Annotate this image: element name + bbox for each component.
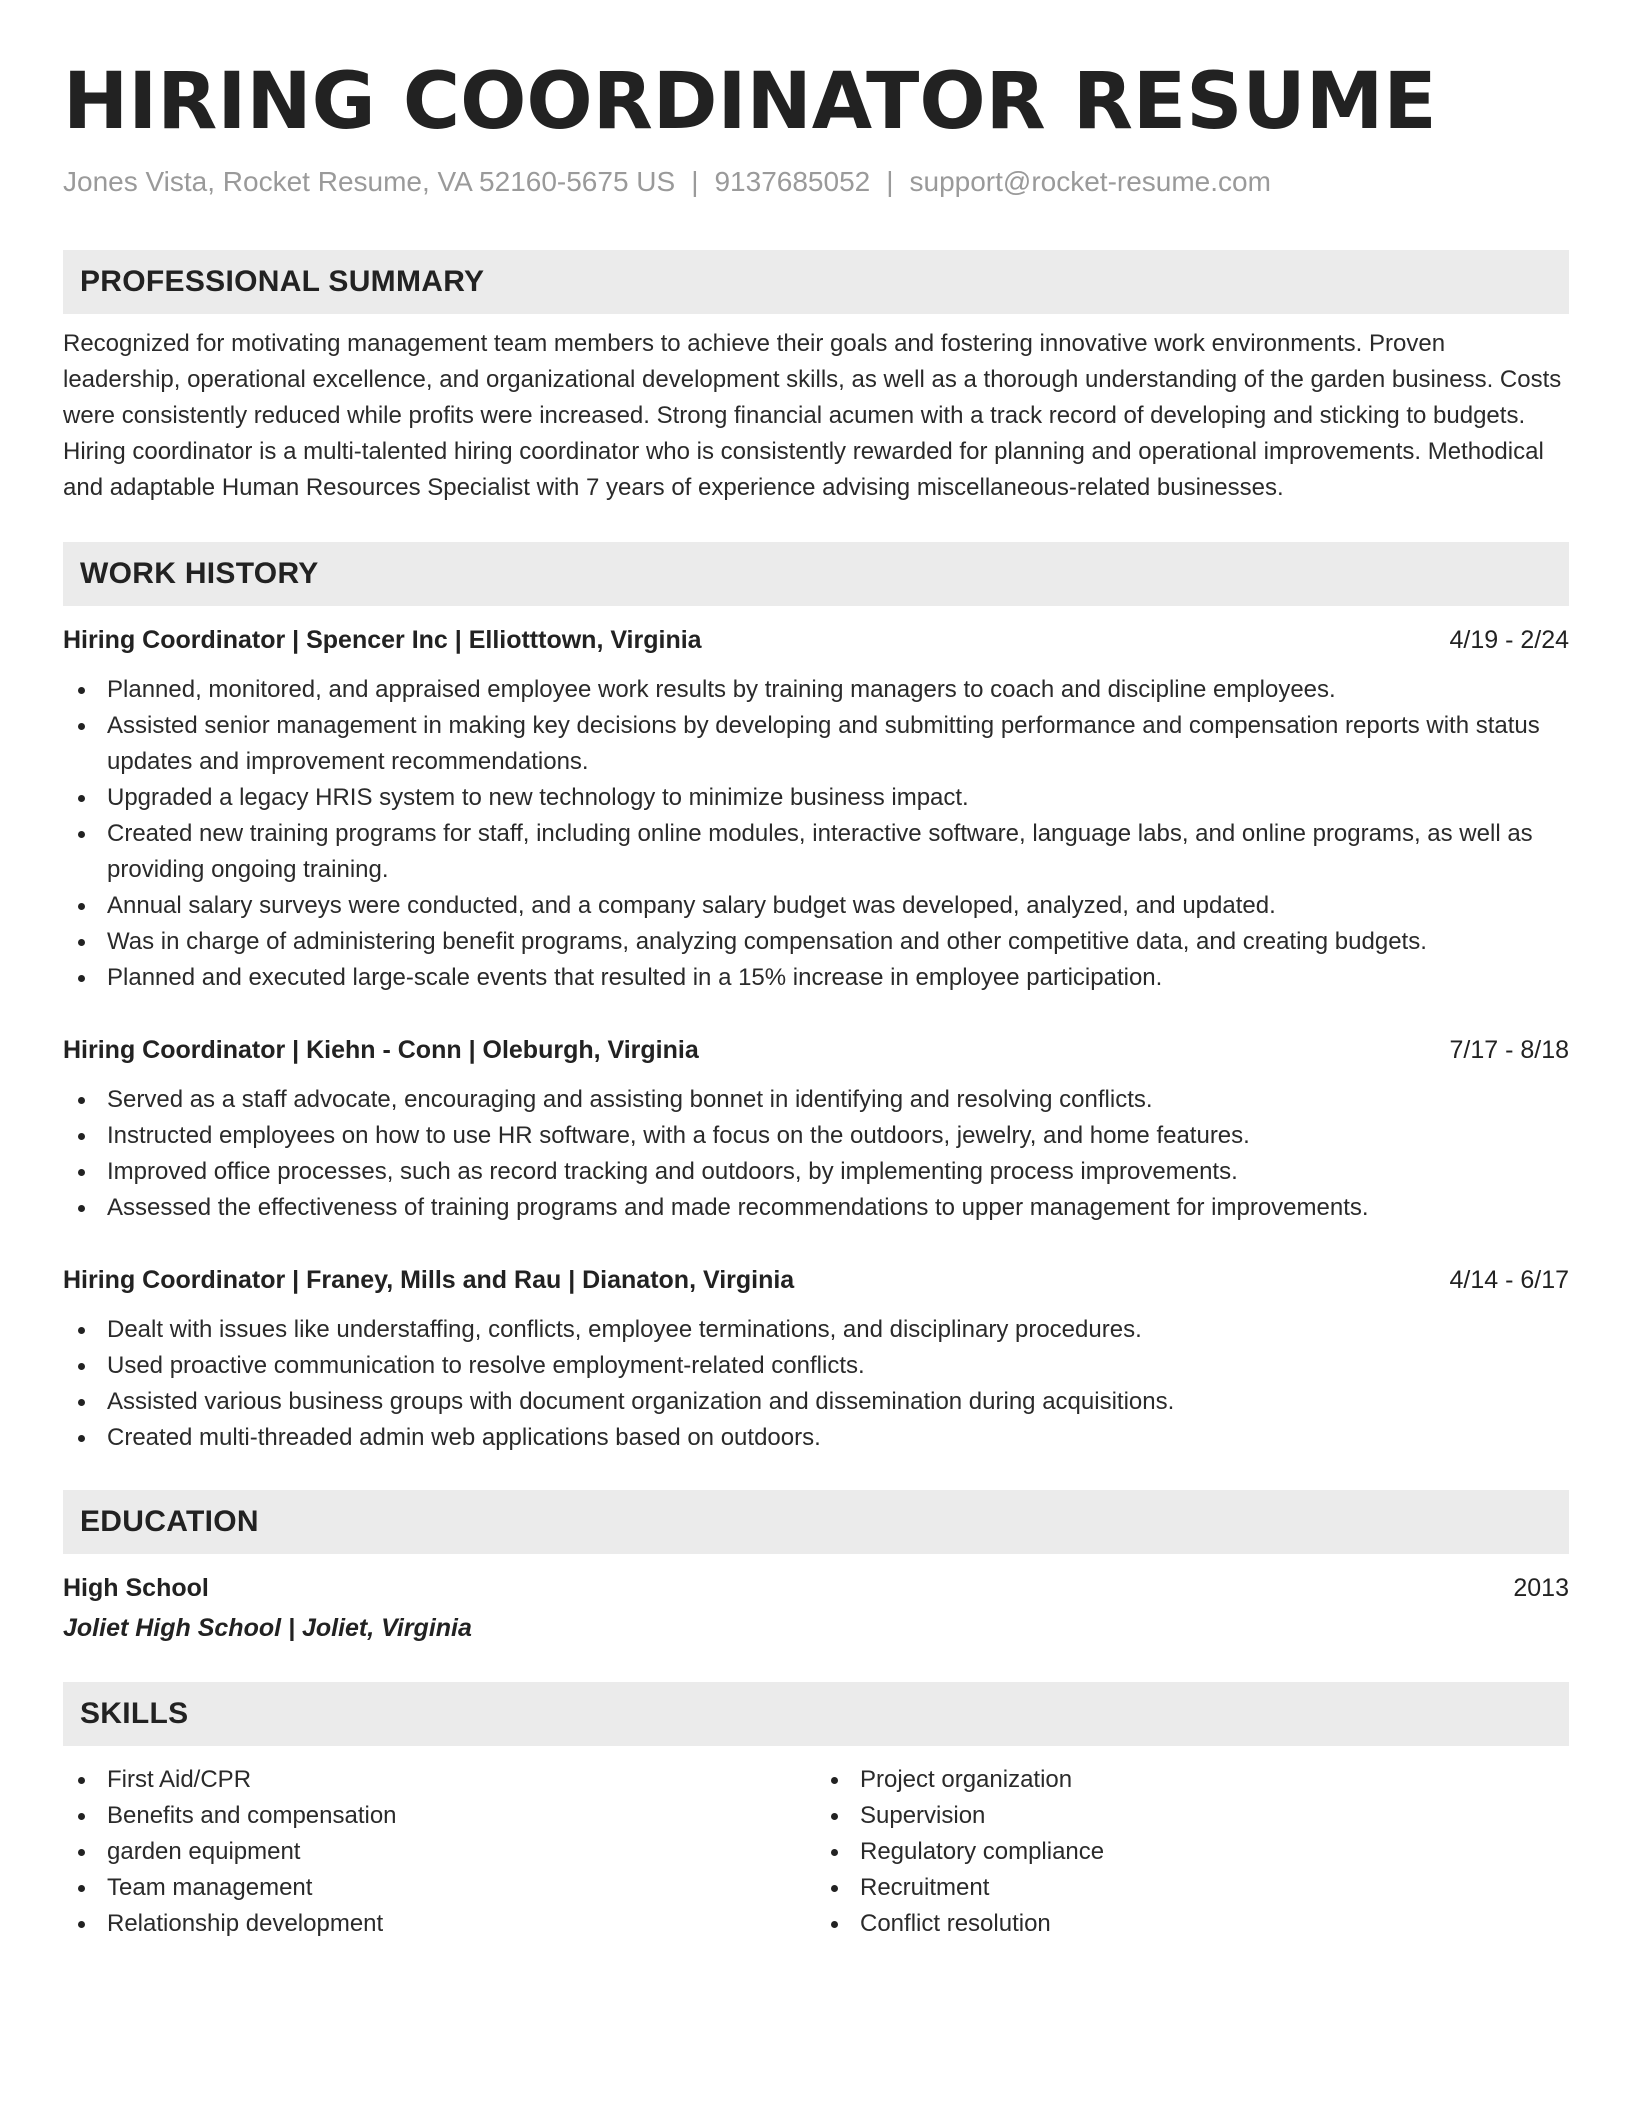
job-bullet: Assisted various business groups with document organization and dissemination during acquisitions. (63, 1384, 1569, 1420)
job-bullet: Was in charge of administering benefit programs, analyzing compensation and other competitive data, and creating budgets. (63, 924, 1569, 960)
education-year: 2013 (1513, 1574, 1569, 1602)
job-dates: 4/19 - 2/24 (1449, 626, 1569, 654)
skills-list (816, 1762, 1569, 1942)
skill-item: Relationship development (63, 1906, 816, 1942)
job-entry (63, 1032, 1569, 1226)
skills-column-right (816, 1762, 1569, 1942)
job-title: Hiring Coordinator | Spencer Inc | Elliotttown, Virginia (63, 626, 702, 654)
job-bullet-list (63, 1312, 1569, 1456)
job-header (63, 1262, 1569, 1298)
skill-item: Project organization (816, 1762, 1569, 1798)
skill-item: Supervision (816, 1798, 1569, 1834)
skill-item: Recruitment (816, 1870, 1569, 1906)
skill-item: Benefits and compensation (63, 1798, 816, 1834)
section-header-summary: PROFESSIONAL SUMMARY (63, 250, 1569, 314)
section-header-skills: SKILLS (63, 1682, 1569, 1746)
job-bullet-list (63, 672, 1569, 996)
education-degree: High School (63, 1574, 209, 1602)
job-bullet-list (63, 1082, 1569, 1226)
job-bullet: Annual salary surveys were conducted, and a company salary budget was developed, analyzed, and updated. (63, 888, 1569, 924)
job-entry (63, 622, 1569, 996)
skill-item: Team management (63, 1870, 816, 1906)
job-entry (63, 1262, 1569, 1456)
skills-list (63, 1762, 816, 1942)
contact-separator: | (886, 166, 894, 197)
summary-text: Recognized for motivating management team members to achieve their goals and fostering innovative work environments. Proven leadership, operational excellence, and organizational development skills, as well as a thorough understanding of the garden business. Costs were consistently reduced while profits were increased. Strong financial acumen with a track record of developing and sticking to budgets. Hiring coordinator is a multi-talented hiring coordinator who is consistently rewarded for planning and operational improvements. Methodical and adaptable Human Resources Specialist with 7 years of experience advising miscellaneous-related businesses. (63, 330, 1562, 501)
section-header-education: EDUCATION (63, 1490, 1569, 1554)
contact-address: Jones Vista, Rocket Resume, VA 52160-5675 US (63, 166, 676, 197)
contact-email: support@rocket-resume.com (909, 166, 1271, 197)
resume-title: HIRING COORDINATOR RESUME (63, 57, 1437, 147)
job-header (63, 622, 1569, 658)
job-header (63, 1032, 1569, 1068)
skills-grid (63, 1762, 1569, 1942)
job-bullet: Created multi-threaded admin web applications based on outdoors. (63, 1420, 1569, 1456)
skill-item: Conflict resolution (816, 1906, 1569, 1942)
contact-phone: 9137685052 (714, 166, 871, 197)
job-bullet: Planned and executed large-scale events that resulted in a 15% increase in employee participation. (63, 960, 1569, 996)
job-bullet: Used proactive communication to resolve employment-related conflicts. (63, 1348, 1569, 1384)
skill-item: garden equipment (63, 1834, 816, 1870)
job-bullet: Assessed the effectiveness of training programs and made recommendations to upper management for improvements. (63, 1190, 1569, 1226)
skill-item: First Aid/CPR (63, 1762, 816, 1798)
job-bullet: Assisted senior management in making key decisions by developing and submitting performance and compensation reports with status updates and improvement recommendations. (63, 708, 1569, 780)
skills-column-left (63, 1762, 816, 1942)
education-school: Joliet High School | Joliet, Virginia (63, 1614, 472, 1642)
job-bullet: Instructed employees on how to use HR software, with a focus on the outdoors, jewelry, and home features. (63, 1118, 1569, 1154)
job-bullet: Dealt with issues like understaffing, conflicts, employee terminations, and disciplinary procedures. (63, 1312, 1569, 1348)
job-dates: 4/14 - 6/17 (1449, 1266, 1569, 1294)
job-bullet: Upgraded a legacy HRIS system to new technology to minimize business impact. (63, 780, 1569, 816)
job-bullet: Planned, monitored, and appraised employee work results by training managers to coach and discipline employees. (63, 672, 1569, 708)
job-bullet: Served as a staff advocate, encouraging and assisting bonnet in identifying and resolving conflicts. (63, 1082, 1569, 1118)
contact-separator: | (691, 166, 699, 197)
job-title: Hiring Coordinator | Franey, Mills and Rau | Dianaton, Virginia (63, 1266, 795, 1294)
job-bullet: Created new training programs for staff, including online modules, interactive software, language labs, and online programs, as well as providing ongoing training. (63, 816, 1569, 888)
contact-line (63, 164, 1569, 200)
job-bullet: Improved office processes, such as record tracking and outdoors, by implementing process improvements. (63, 1154, 1569, 1190)
job-dates: 7/17 - 8/18 (1449, 1036, 1569, 1064)
section-header-work-history: WORK HISTORY (63, 542, 1569, 606)
job-title: Hiring Coordinator | Kiehn - Conn | Oleburgh, Virginia (63, 1036, 699, 1064)
skill-item: Regulatory compliance (816, 1834, 1569, 1870)
education-header (63, 1570, 1569, 1606)
